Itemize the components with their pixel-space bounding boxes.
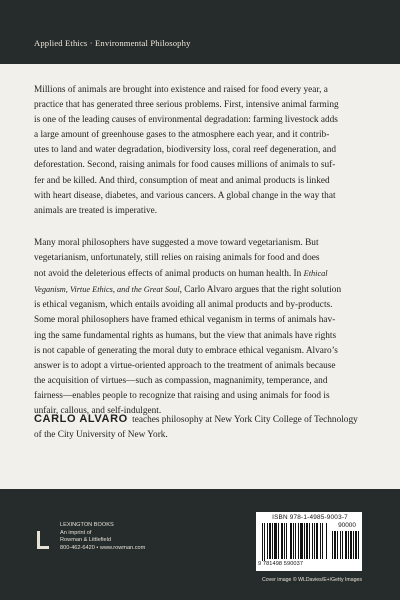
barcode-bar [350,531,352,559]
author-bio-text: teaches philosophy at New York City College of Technology [132,415,358,425]
barcode-bar [334,531,336,559]
book-title-italic: Ethical [303,269,328,279]
barcode-bar [309,523,310,559]
addon-barcode [332,531,360,561]
barcode-bar [278,523,279,559]
blurb-line: practice that has generated three serious problems. First, intensive animal farming [34,100,339,111]
top-band [0,0,400,64]
blurb-line: utes to land and water degradation, biodiversity loss, coral reef degeneration, and [34,145,337,156]
barcode-bar [332,531,333,559]
author-name: CARLO ALVARO [34,413,128,425]
lexington-logo-icon [36,530,50,550]
barcode-bar [269,523,271,559]
barcode-bar [320,523,321,559]
blurb-line: is one of the leading causes of environmental degradation: farming livestock adds [34,115,338,126]
blurb-paragraph-1 [34,83,368,219]
blurb-line: the acquisition of virtues—such as compassion, magnanimity, temperance, and [34,375,328,386]
barcode-bar [264,523,265,561]
barcode-bar [337,531,338,559]
publisher-parent: Rowman & Littlefield [60,537,111,544]
blurb-line: ing the same fundamental rights as humans, but the view that animals have rights [34,330,337,341]
ean-barcode [262,523,328,561]
book-title-italic: Veganism, Virtue Ethics, and the Great Soul [34,285,180,295]
blurb-line: Some moral philosophers have framed ethical veganism in terms of animals hav- [34,315,336,326]
cover-image-credit: Cover image © WLDavies/E+/Getty Images [262,577,362,583]
barcode-bar [293,523,294,559]
barcode-bar [274,523,277,559]
subject-category: Applied Ethics · Environmental Philosophy [34,38,191,48]
barcode-bar [316,523,318,559]
publisher-info [60,522,145,552]
publisher-name: LEXINGTON BOOKS [60,522,114,528]
publisher-imprint: An imprint of [60,529,92,536]
blurb-line: animals are treated is imperative. [34,205,158,216]
barcode-bar [312,523,313,559]
price-code: 90000 [338,522,356,529]
barcode-bar [340,531,341,559]
blurb-line: answer is to adopt a virtue-oriented approach to the treatment of animals because [34,360,336,371]
blurb-text: , Carlo Alvaro argues that the right solution [179,285,342,296]
blurb-line: is not capable of generating the moral duty to embrace ethical veganism. Alvaro’s [34,345,338,356]
barcode-bar [298,523,299,559]
blurb-line: a large amount of greenhouse gases to the atmosphere each year, and it contrib- [34,130,330,141]
author-bio-line [34,412,358,428]
blurb-line [34,266,368,282]
barcode-bar [353,531,354,559]
barcode-bar [290,523,292,559]
barcode-bar [322,523,323,559]
author-bio-line: of the City University of New York. [34,430,168,441]
barcode-bar [272,523,273,559]
barcode-bar [348,531,349,559]
blurb-line: Many moral philosophers have suggested a move toward vegetarianism. But [34,238,319,248]
blurb-line: vegetarianism, unfortunately, still relies on raising animals for food and does [34,253,320,264]
barcode-bar [281,523,283,559]
barcode-bar [267,523,268,559]
barcode-bar [306,523,308,559]
blurb-line [34,282,368,298]
barcode-bar [345,531,347,559]
blurb-line: Millions of animals are brought into existence and raised for food every year, a [34,85,328,95]
barcode-bar [342,531,343,559]
blurb-line: with heart disease, diabetes, and various cancers. A global change in the way that [34,190,336,201]
blurb-line: deforestation. Second, raising animals for food causes millions of animals to suf- [34,160,336,171]
barcode-bar [304,523,305,559]
blurb-line: fairness—enables people to recognize that raising and using animals for food is [34,390,330,401]
author-bio [34,412,358,443]
isbn-label: ISBN 978-1-4985-9003-7 [272,514,348,521]
barcode-bar [314,523,315,559]
barcode-bar [358,531,359,559]
blurb-line: is ethical veganism, which entails avoiding all animal products and by-products. [34,300,333,311]
barcode-bar [355,531,357,559]
ean-digits: 9 781498 590037 [258,561,304,567]
blurb-paragraph-2 [34,236,368,419]
blurb-line: fer and be killed. And third, consumption of meat and animal products is linked [34,175,330,186]
barcode-bar [262,523,263,561]
barcode-bar [326,523,327,559]
barcode-bar [295,523,296,559]
barcode-bar [300,523,303,559]
blurb-text: not avoid the deleterious effects of animal products on human health. In [34,269,304,280]
blurb-line: unfair, callous, and self-indulgent. [34,406,162,417]
publisher-contact: 800-462-6420 • www.rowman.com [60,544,146,551]
barcode-bar [284,523,285,559]
barcode-bar [286,523,287,559]
